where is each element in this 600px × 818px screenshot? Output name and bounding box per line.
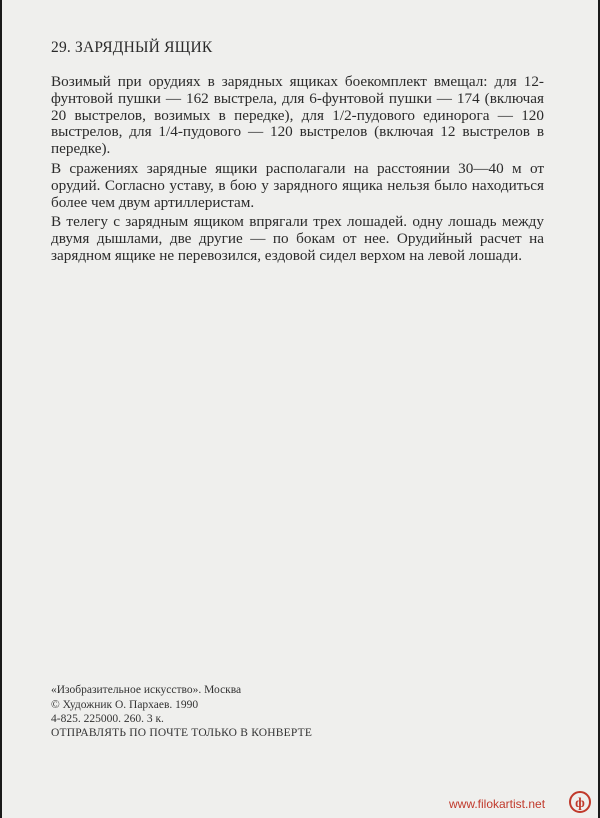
paragraph-horses: В телегу с зарядным ящиком впрягали трех лошадей. одну лошадь между двумя дышлами, две другие — по бокам от нее. Орудийный расчет на зарядном ящике не перевозился, ездовой сидел верхом на левой лошади. [51,213,544,264]
copyright-line: © Художник О. Пархаев. 1990 [51,698,199,711]
imprint [51,683,241,727]
postcard-back [2,0,598,818]
filokartist-logo-icon [569,791,591,813]
card-title: 29. ЗАРЯДНЫЙ ЯЩИК [51,39,213,56]
watermark-site: www.filokartist.net [449,797,546,811]
paragraph-battle: В сражениях зарядные ящики располагали на расстоянии 30—40 м от орудий. Согласно уставу, в бою у зарядного ящика нельзя было находиться более чем двум артиллеристам. [51,159,544,211]
mailing-instruction: ОТПРАВЛЯТЬ ПО ПОЧТЕ ТОЛЬКО В КОНВЕРТЕ [51,727,313,739]
description-text [51,74,544,265]
paragraph-ammunition: Возимый при орудиях в зарядных ящиках боекомплект вмещал: для 12-фунтовой пушки — 162 выстрела, для 6-фунтовой пушки — 174 (включая 20 выстрелов, возимых в передке), для 1/2-пудового единорога — 120 выстрелов, для 1/4-пудового — 120 выстрелов (включая 12 выстрелов в передке). [51,73,544,158]
print-code-line: 4-825. 225000. 260. 3 к. [51,713,164,725]
publisher-line: «Изобразительное искусство». Москва [51,684,242,696]
logo-letter: ф [575,796,585,811]
